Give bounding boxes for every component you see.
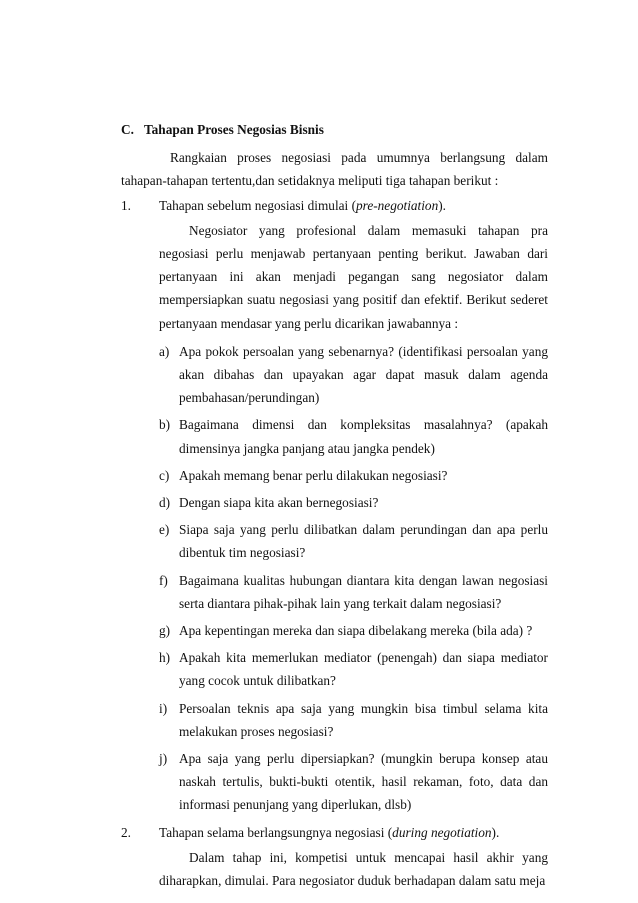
list-item: b) Bagaimana dimensi dan kompleksitas masalahnya? (apakah dimensinya jangka panjang atau jangka pendek) bbox=[159, 417, 548, 456]
list-item: a) Apa pokok persoalan yang sebenarnya? (identifikasi persoalan yang akan dibahas dan upayakan agar dapat masuk dalam agenda pembahasan/perundingan) bbox=[159, 343, 548, 406]
stage-title-term: pre-negotiation bbox=[356, 197, 439, 213]
section-letter: C. bbox=[121, 122, 134, 137]
stage-number: 2. bbox=[121, 824, 131, 840]
section-heading bbox=[121, 118, 548, 141]
list-item: f) Bagaimana kualitas hubungan diantara kita dengan lawan negosiasi serta diantara pihak-pihak lain yang terkait dalam negosiasi? bbox=[159, 572, 548, 611]
list-item: e) Siapa saja yang perlu dilibatkan dalam perundingan dan apa perlu dibentuk tim negosiasi? bbox=[159, 522, 548, 561]
page-content bbox=[121, 118, 548, 892]
stage-title: Tahapan sebelum negosiasi dimulai (pre-negotiation). bbox=[159, 197, 446, 213]
stage-title-term: during negotiation bbox=[392, 824, 492, 840]
section-title: Tahapan Proses Negosias Bisnis bbox=[144, 122, 324, 137]
list-item: g) Apa kepentingan mereka dan siapa dibelakang mereka (bila ada) ? bbox=[159, 623, 533, 639]
intro-paragraph: Rangkaian proses negosiasi pada umumnya berlangsung dalam tahapan-tahapan tertentu,dan setidaknya meliputi tiga tahapan berikut : bbox=[121, 150, 548, 189]
stage-paragraph: Dalam tahap ini, kompetisi untuk mencapai hasil akhir yang diharapkan, dimulai. Para negosiator duduk berhadapan dalam satu meja bbox=[159, 849, 548, 889]
list-item: d) Dengan siapa kita akan bernegosiasi? bbox=[159, 495, 379, 511]
list-item: i) Persoalan teknis apa saja yang mungkin bisa timbul selama kita melakukan proses negosiasi? bbox=[159, 700, 548, 739]
stage-title: Tahapan selama berlangsungnya negosiasi (during negotiation). bbox=[159, 824, 500, 840]
stage-during-negotiation bbox=[121, 821, 548, 893]
list-item: c) Apakah memang benar perlu dilakukan negosiasi? bbox=[159, 467, 448, 483]
stage-paragraph: Negosiator yang profesional dalam memasuki tahapan pra negosiasi perlu menjawab pertanyaan penting berikut. Jawaban dari pertanyaan ini akan menjadi pegangan sang negosiator dalam mempersiapkan suatu negosiasi yang positif dan efektif. Berikut sederet pertanyaan mendasar yang perlu dicarikan jawabannya : bbox=[159, 222, 548, 331]
stage-pre-negotiation bbox=[121, 194, 548, 817]
stage-number: 1. bbox=[121, 197, 131, 213]
list-item: h) Apakah kita memerlukan mediator (penengah) dan siapa mediator yang cocok untuk dilibatkan? bbox=[159, 650, 548, 689]
list-item: j) Apa saja yang perlu dipersiapkan? (mungkin berupa konsep atau naskah tertulis, bukti-bukti otentik, hasil rekaman, foto, data dan informasi penunjang yang diperlukan, dlsb) bbox=[159, 751, 548, 813]
question-list bbox=[159, 340, 548, 817]
